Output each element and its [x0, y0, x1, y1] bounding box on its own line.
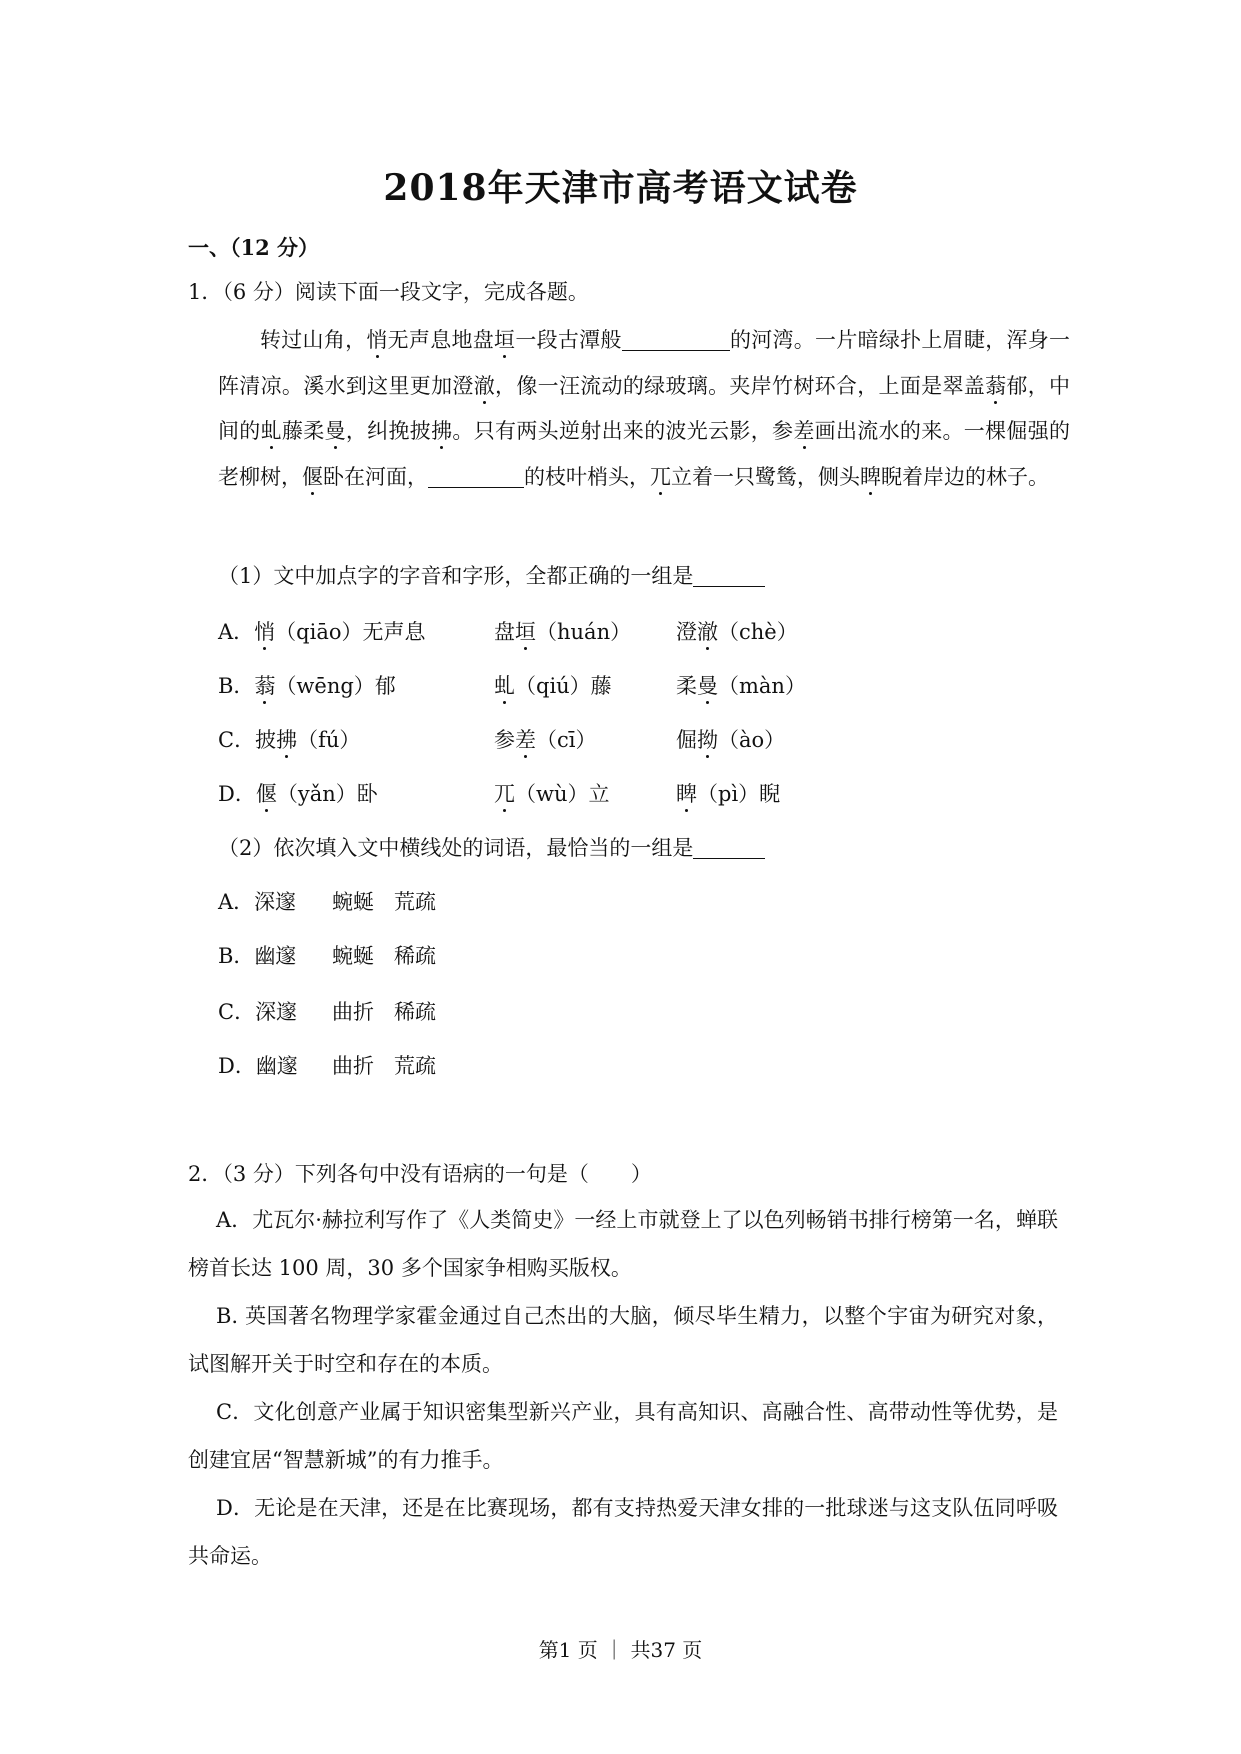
sub1-option-b-col3: 柔曼（màn） [676, 674, 806, 698]
q2-option-c[interactable]: C．文化创意产业属于知识密集型新兴产业，具有高知识、高融合性、高带动性等优势，是创建宜居“智慧新城”的有力推手。 [188, 1400, 1058, 1472]
sub2-option-c[interactable]: C．深邃 [218, 1000, 298, 1024]
page-footer: 第1 页 ｜ 共37 页 [538, 1638, 703, 1662]
answer-blank-1[interactable] [693, 564, 765, 587]
sub2-option-c-word2: 曲折 [332, 1000, 374, 1024]
q2-option-a[interactable]: A．尤瓦尔·赫拉利写作了《人类简史》一经上市就登上了以色列畅销书排行榜第一名，蝉联榜首长达 100 周，30 多个国家争相购买版权。 [188, 1208, 1058, 1280]
sub-question-1-prompt: （1）文中加点字的字音和字形，全都正确的一组是 [218, 560, 765, 590]
sub2-option-d-word3: 荒疏 [394, 1054, 436, 1078]
fill-blank-1[interactable] [622, 328, 730, 351]
q2-option-b[interactable]: B. 英国著名物理学家霍金通过自己杰出的大脑，倾尽毕生精力，以整个宇宙为研究对象，试图解开关于时空和存在的本质。 [188, 1304, 1058, 1376]
sub1-option-d[interactable]: D．偃（yǎn）卧 [218, 782, 378, 806]
sub1-option-a-col3: 澄澈（chè） [676, 620, 798, 644]
fill-blank-2[interactable] [428, 465, 524, 488]
question-1-passage: 转过山角，悄无声息地盘垣一段古潭般 的河湾。一片暗绿扑上眉睫，浑身一阵清凉。溪水到这里更加澄澈，像一汪流动的绿玻璃。夹岸竹树环合，上面是翠盖蓊郁，中间的虬藤柔曼，纠挽披拂。只有两头逆射出来的波光云影，参差画出流水的来。一棵倔强的老柳树，偃卧在河面， 的枝叶梢头，兀立着一只鹭鸶，侧头睥睨着岸边的林子。 [218, 328, 1071, 489]
sub2-option-b-word3: 稀疏 [394, 944, 436, 968]
sub2-option-b[interactable]: B．幽邃 [218, 944, 297, 968]
sub2-option-d[interactable]: D．幽邃 [218, 1054, 298, 1078]
q2-option-d[interactable]: D．无论是在天津，还是在比赛现场，都有支持热爱天津女排的一批球迷与这支队伍同呼吸共命运。 [188, 1496, 1058, 1568]
section-heading: 一、（12 分） [188, 235, 320, 260]
sub2-option-a-word2: 蜿蜒 [332, 890, 374, 914]
sub1-option-c-col2: 参差（cī） [494, 728, 597, 752]
sub1-option-b[interactable]: B．蓊（wēng）郁 [218, 674, 396, 698]
sub2-option-a-word3: 荒疏 [394, 890, 436, 914]
answer-blank-2[interactable] [693, 836, 765, 859]
sub1-option-d-col3: 睥（pì）睨 [676, 782, 781, 806]
sub1-option-b-col2: 虬（qiú）藤 [494, 674, 612, 698]
question-2-stem: 2．（3 分）下列各句中没有语病的一句是（ ） [188, 1162, 652, 1186]
sub2-option-c-word3: 稀疏 [394, 1000, 436, 1024]
sub1-option-a-col2: 盘垣（huán） [494, 620, 632, 644]
sub-question-2-prompt: （2）依次填入文中横线处的词语，最恰当的一组是 [218, 832, 765, 862]
exam-title: 2018年天津市高考语文试卷 [383, 167, 858, 209]
sub2-option-a[interactable]: A．深邃 [218, 890, 297, 914]
question-1-stem: 1．（6 分）阅读下面一段文字，完成各题。 [188, 280, 589, 304]
sub2-option-b-word2: 蜿蜒 [332, 944, 374, 968]
sub1-option-c-col3: 倔拗（ào） [676, 728, 786, 752]
sub1-option-c[interactable]: C．披拂（fú） [218, 728, 361, 752]
sub2-option-d-word2: 曲折 [332, 1054, 374, 1078]
sub1-option-d-col2: 兀（wù）立 [494, 782, 610, 806]
sub1-option-a[interactable]: A．悄（qiāo）无声息 [218, 620, 426, 644]
